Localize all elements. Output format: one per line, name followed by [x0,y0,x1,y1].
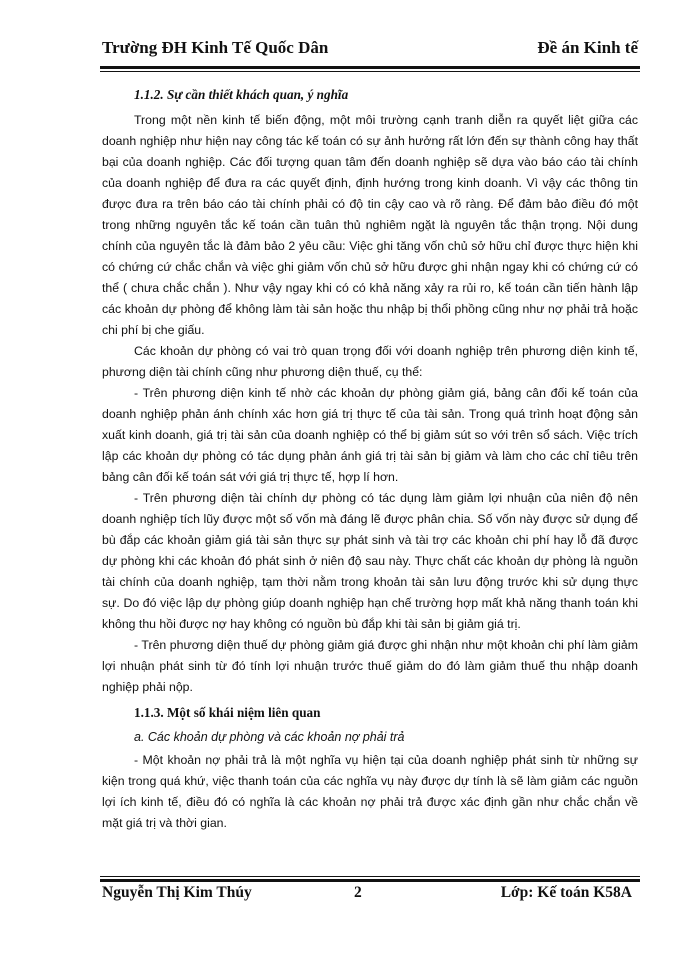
header-rule-thick [100,66,640,69]
subsection-heading-a: a. Các khoản dự phòng và các khoản nợ phải trả [134,730,405,744]
paragraph: - Trên phương diện thuế dự phòng giảm giá được ghi nhận như một khoản chi phí làm giảm lợi nhuận phát sinh từ đó tính lợi nhuận trước thuế giảm do đó làm giảm thuế thu nhập doanh nghiệp phải nộp. [102,638,638,694]
footer-rule-thin [100,876,640,877]
footer-rule-thick [100,879,640,882]
section-heading-1-1-2: 1.1.2. Sự cần thiết khách quan, ý nghĩa [134,87,349,102]
page-number: 2 [354,884,362,901]
page-header [102,38,638,58]
footer-author: Nguyễn Thị Kim Thúy [102,884,252,901]
page-body [102,84,638,834]
footer-class: Lớp: Kế toán K58A [500,884,632,901]
header-school: Trường ĐH Kinh Tế Quốc Dân [102,38,329,57]
paragraph: - Trên phương diện tài chính dự phòng có tác dụng làm giảm lợi nhuận của niên độ nên doanh nghiệp tích lũy được một số vốn mà đáng lẽ được phân chia. Số vốn này được sử dụng để bù đắp các khoản giảm giá tài sản thực sự phát sinh và tài trợ các khoản chi phí hay lỗ đã được dự phòng khi các khoản đó phát sinh ở niên độ sau này. Thực chất các khoản dự phòng là nguồn tài chính của doanh nghiệp, tạm thời nằm trong khoản tài sản lưu động trước khi sử dụng thực sự. Do đó việc lập dự phòng giúp doanh nghiệp hạn chế trường hợp mất khả năng thanh toán khi không thu hồi được nợ hay không có nguồn bù đắp khi tài sản bị giảm giá trị. [102,491,638,631]
header-rule-thin [100,71,640,72]
paragraph: Trong một nền kinh tế biến động, một môi trường cạnh tranh diễn ra quyết liệt giữa các doanh nghiệp như hiện nay công tác kế toán có sự ảnh hưởng rất lớn đến sự thành công hay thất bại của doanh nghiệp. Các đối tượng quan tâm đến doanh nghiệp sẽ dựa vào báo cáo tài chính của doanh nghiệp để đưa ra các quyết định, định hướng trong kinh doanh. Vì vậy các thông tin được đưa ra trên báo cáo tài chính phải có độ tin cậy cao và rõ ràng. Để đảm bảo điều đó một trong những nguyên tắc kế toán cần tuân thủ nghiêm ngặt là nguyên tắc thận trọng. Nội dung chính của nguyên tắc là đảm bảo 2 yêu cầu: Việc ghi tăng vốn chủ sở hữu chỉ được thực hiện khi có chứng cứ chắc chắn và việc ghi giảm vốn chủ sở hữu được ghi nhận ngay khi có chứng cứ có thể ( chưa chắc chắn ). Như vậy ngay khi có có khả năng xảy ra rủi ro, kế toán cần tiến hành lập các khoản dự phòng để không làm tài sản hoặc thu nhập bị thổi phồng cũng như nợ phải trả hoặc chi phí bị che giấu. [102,113,638,337]
section-heading-1-1-3: 1.1.3. Một số khái niệm liên quan [134,705,321,720]
paragraph: Các khoản dự phòng có vai trò quan trọng đối với doanh nghiệp trên phương diện kinh tế, phương diện tài chính cũng như phương diện thuế, cụ thể: [102,344,638,379]
paragraph: - Một khoản nợ phải trả là một nghĩa vụ hiện tại của doanh nghiệp phát sinh từ những sự kiện trong quá khứ, việc thanh toán của các nghĩa vụ này được dự tính là sẽ làm giảm các nguồn lợi ích kinh tế, điều đó có nghĩa là các khoản nợ phải trả được xác định gần như chắc chắn về mặt giá trị và thời gian. [102,753,638,830]
paragraph: - Trên phương diện kinh tế nhờ các khoản dự phòng giảm giá, bảng cân đối kế toán của doanh nghiệp phản ánh chính xác hơn giá trị thực tế của tài sản. Trong quá trình hoạt động sản xuất kinh doanh, giá trị tài sản của doanh nghiệp có thể bị giảm sút so với trên sổ sách. Việc trích lập các khoản dự phòng có tác dụng phản ánh giá trị tài sản bị giảm và làm cho các chỉ tiêu trên bảng cân đối kế toán sát với giá trị thực tế, hợp lí hơn. [102,386,638,484]
header-doc-type: Đề án Kinh tế [537,38,638,57]
